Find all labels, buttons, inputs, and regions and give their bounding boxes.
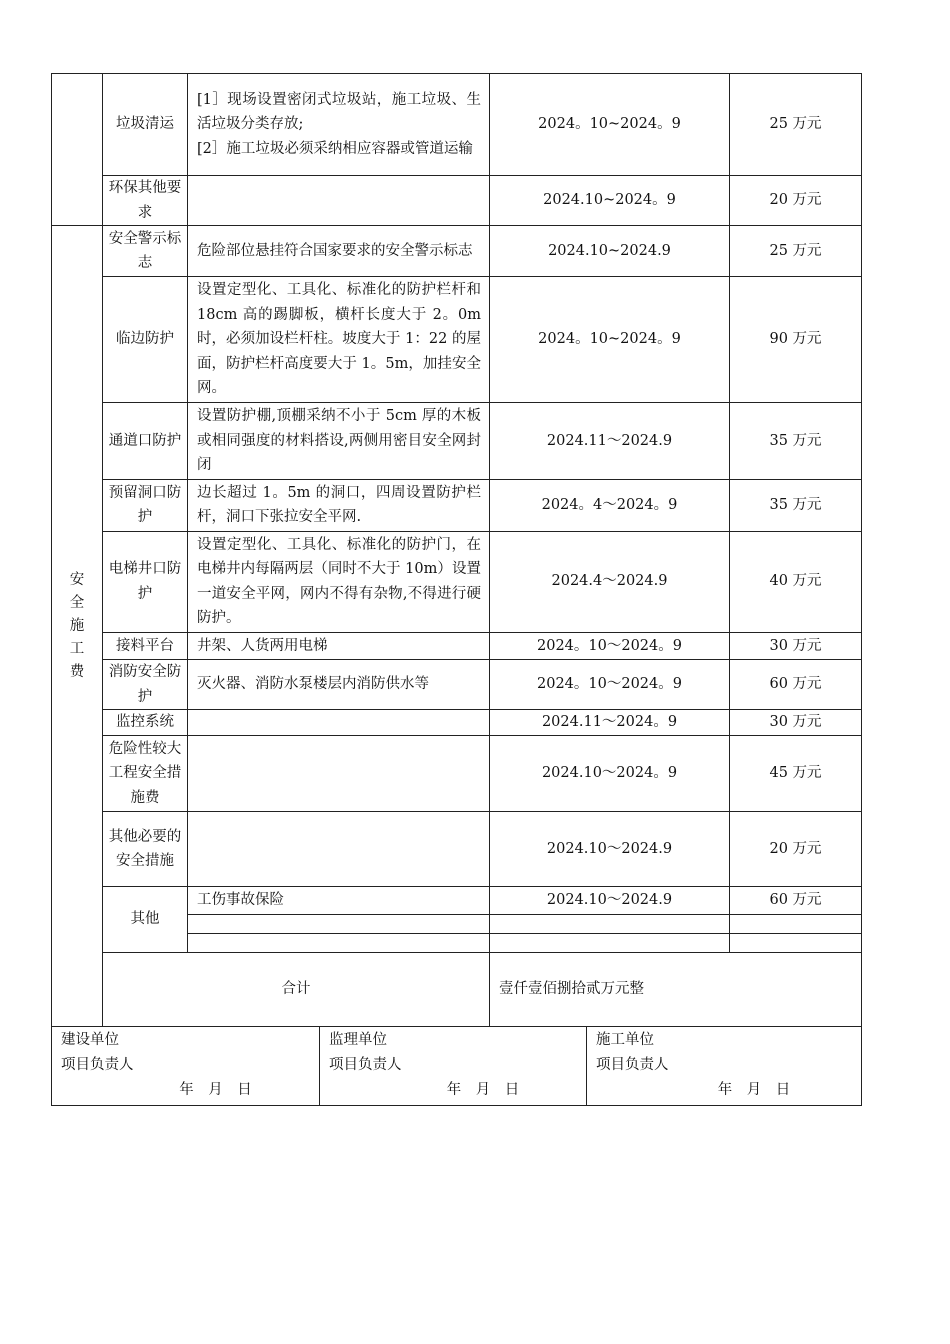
item-period: 2024.11～2024。9 [490, 710, 730, 736]
item-amount: 30 万元 [730, 710, 862, 736]
signature-person: 项目负责人 [61, 1057, 134, 1073]
item-period: 2024。10～2024。9 [490, 632, 730, 660]
item-amount: 45 万元 [730, 736, 862, 812]
table-row [52, 660, 862, 710]
empty-cell [188, 933, 490, 952]
item-amount: 20 万元 [730, 812, 862, 887]
item-name: 临边防护 [103, 277, 188, 403]
item-period: 2024。10~2024。9 [490, 277, 730, 403]
item-amount: 20 万元 [730, 176, 862, 226]
category-cell-blank [52, 74, 103, 226]
table-row [52, 277, 862, 403]
empty-cell [490, 933, 730, 952]
item-amount: 60 万元 [730, 660, 862, 710]
signature-person: 项目负责人 [596, 1057, 669, 1073]
item-amount: 35 万元 [730, 479, 862, 531]
item-amount: 90 万元 [730, 277, 862, 403]
cost-table [51, 73, 862, 1027]
item-period: 2024.10～2024。9 [490, 736, 730, 812]
signature-contractor [587, 1027, 862, 1106]
empty-cell [730, 933, 862, 952]
item-period: 2024.10～2024.9 [490, 812, 730, 887]
item-desc: 井架、人货两用电梯 [188, 632, 490, 660]
signature-table [51, 1027, 862, 1106]
item-desc: 设置防护棚,顶棚采纳不小于 5cm 厚的木板或相同强度的材料搭设,两侧用密目安全网封闭 [188, 403, 490, 480]
item-name: 预留洞口防护 [103, 479, 188, 531]
signature-unit: 施工单位 [596, 1032, 654, 1048]
signature-date: 年 月 日 [446, 1082, 520, 1098]
item-desc: 灭火器、消防水泵楼层内消防供水等 [188, 660, 490, 710]
signature-person: 项目负责人 [329, 1057, 402, 1073]
total-label: 合计 [103, 952, 490, 1027]
item-amount: 25 万元 [730, 74, 862, 176]
table-row [52, 812, 862, 887]
item-period: 2024.10～2024.9 [490, 887, 730, 915]
item-period: 2024.11～2024.9 [490, 403, 730, 480]
table-row [52, 226, 862, 277]
table-row [52, 632, 862, 660]
item-amount: 60 万元 [730, 887, 862, 915]
item-name: 其他 [103, 887, 188, 953]
item-desc: 设置定型化、工具化、标准化的防护栏杆和 18cm 高的踢脚板，横杆长度大于 2。0m 时，必须加设栏杆柱。坡度大于 1：22 的屋面，防护栏杆高度要大于 1。5m，加挂安全网。 [188, 277, 490, 403]
item-amount: 35 万元 [730, 403, 862, 480]
item-desc [188, 812, 490, 887]
item-name: 危险性较大工程安全措施费 [103, 736, 188, 812]
empty-cell [730, 914, 862, 933]
table-row [52, 479, 862, 531]
signature-owner [52, 1027, 320, 1106]
signature-supervisor [320, 1027, 587, 1106]
item-desc: 危险部位悬挂符合国家要求的安全警示标志 [188, 226, 490, 277]
empty-cell [188, 914, 490, 933]
table-row [52, 887, 862, 915]
table-row [52, 403, 862, 480]
item-desc: [1］现场设置密闭式垃圾站，施工垃圾、生活垃圾分类存放; [2］施工垃圾必须采纳相应容器或管道运输 [188, 74, 490, 176]
item-name: 消防安全防护 [103, 660, 188, 710]
item-amount: 40 万元 [730, 531, 862, 632]
item-amount: 30 万元 [730, 632, 862, 660]
item-name: 安全警示标志 [103, 226, 188, 277]
signature-unit: 建设单位 [61, 1032, 119, 1048]
empty-cell [490, 914, 730, 933]
item-period: 2024。10~2024。9 [490, 74, 730, 176]
item-period: 2024。10～2024。9 [490, 660, 730, 710]
item-period: 2024.4～2024.9 [490, 531, 730, 632]
item-name: 监控系统 [103, 710, 188, 736]
table-row [52, 74, 862, 176]
item-name: 其他必要的安全措施 [103, 812, 188, 887]
item-desc: 边长超过 1。5m 的洞口，四周设置防护栏杆，洞口下张拉安全平网. [188, 479, 490, 531]
item-name: 环保其他要求 [103, 176, 188, 226]
table-row [52, 736, 862, 812]
item-period: 2024.10~2024。9 [490, 176, 730, 226]
category-safety: 安全施工费 [52, 226, 103, 1027]
item-name: 接料平台 [103, 632, 188, 660]
item-desc [188, 176, 490, 226]
item-desc [188, 736, 490, 812]
table-row [52, 710, 862, 736]
signature-unit: 监理单位 [329, 1032, 387, 1048]
total-text: 壹仟壹佰捌拾贰万元整 [490, 952, 862, 1027]
item-period: 2024。4～2024。9 [490, 479, 730, 531]
table-row [52, 176, 862, 226]
item-desc [188, 710, 490, 736]
item-desc: 工伤事故保险 [188, 887, 490, 915]
cost-table-page [51, 73, 861, 1106]
item-name: 垃圾清运 [103, 74, 188, 176]
item-desc: 设置定型化、工具化、标准化的防护门，在电梯井内每隔两层（同时不大于 10m）设置一道安全平网，网内不得有杂物,不得进行硬防护。 [188, 531, 490, 632]
item-name: 通道口防护 [103, 403, 188, 480]
signature-date: 年 月 日 [179, 1082, 252, 1098]
item-period: 2024.10~2024.9 [490, 226, 730, 277]
signature-date: 年 月 日 [717, 1082, 791, 1098]
item-amount: 25 万元 [730, 226, 862, 277]
item-name: 电梯井口防护 [103, 531, 188, 632]
table-row [52, 531, 862, 632]
total-row [52, 952, 862, 1027]
